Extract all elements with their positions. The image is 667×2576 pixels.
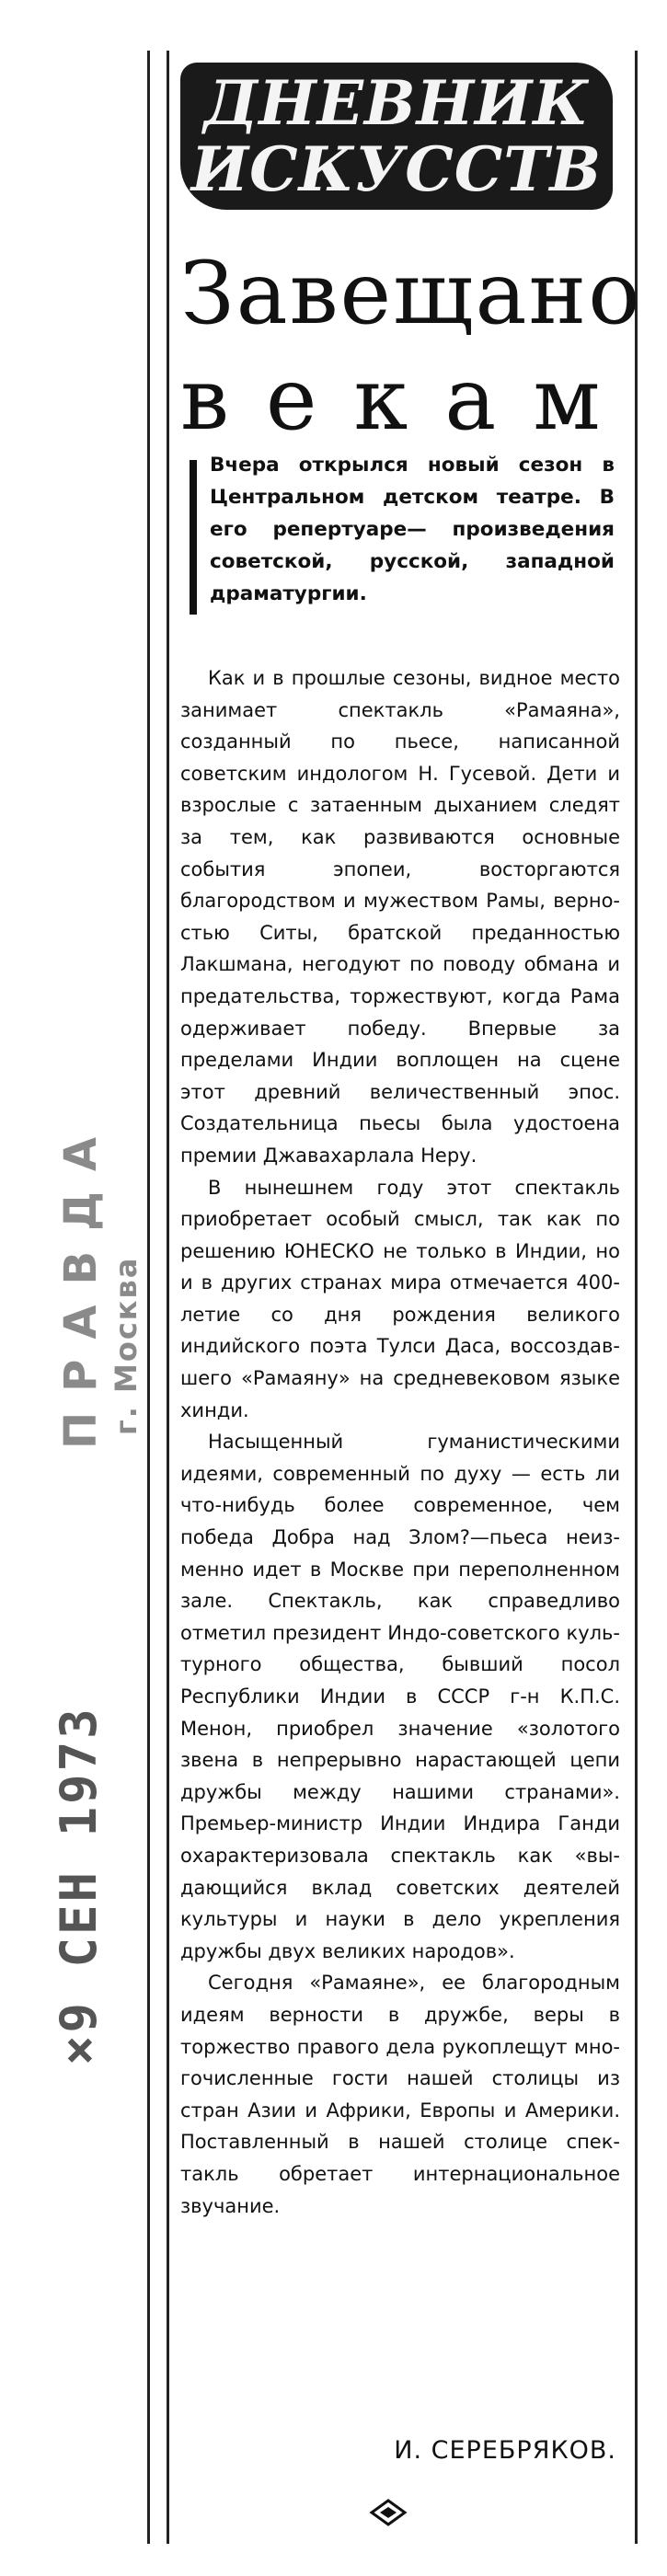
rubric-line-1: ДНЕВНИК — [203, 67, 590, 139]
section-rubric-banner — [180, 63, 613, 210]
headline-line-1: Завещано — [180, 244, 642, 344]
headline-line-2: векам — [180, 350, 638, 450]
newspaper-stamp: ПРАВДА — [55, 1117, 107, 1449]
rubric-line-2: ИСКУССТВ — [190, 133, 603, 205]
left-column-rule — [147, 51, 169, 2544]
body-paragraph: Сегодня «Рамаяне», ее благородным идеям верности в дружбе, веры в торжество правого дела рукоплещут многочисленные гости нашей столицы из стран Азии и Африки, Европы и Америки. Поставленный в нашей столице спектакль обретает интернациональное звучание. — [180, 1972, 620, 2217]
date-stamp: ×9 СЕН 1973 — [50, 1706, 108, 2065]
lead-accent-bar — [190, 460, 197, 615]
article-lead: Вчера открылся новый сезон в Центральном детском театре. В его репертуаре— произведения советской, русской, западной драматургии. — [210, 454, 615, 605]
article-headline — [180, 241, 642, 453]
body-paragraph: Насыщенный гуманистическими идеями, современный по духу — есть ли что-нибудь более современное, чем победа Добра над Злом?—пьеса неизменно идет в Москве при переполненном зале. Спектакль, как справедливо отметил президент Индо-советского культурного общества, бывший посол Республики Индии в СССР г-н К.П.С. Менон, приобрел значение «золотого звена в непрерывно нарастающей цепи дружбы между нашими странами». Премьер-министр Индии Индира Ганди охарактеризовала спектакль как «выдающийся вклад советских деятелей культуры и науки в дело укрепления дружбы двух великих народов». — [180, 1431, 620, 1962]
body-paragraph: Как и в прошлые сезоны, видное место занимает спектакль «Рамаяна», созданный по пьесе, написанной советским индологом Н. Гусевой. Дети и взрослые с затаенным дыханием следят за тем, как развиваются основные события эпопеи, восторгаются благородством и мужеством Рамы, верностью Ситы, братской преданностью Лакшмана, негодуют по поводу обмана и предательства, торжествуют, когда Рама одерживает победу. Впервые за пределами Индии воплощен на сцене этот древний величественный эпос. Создательница пьесы была удостоена премии Джавахарлала Неру. — [180, 667, 620, 1167]
body-paragraph: В нынешнем году этот спектакль приобретает особый смысл, так как по решению ЮНЕСКО не только в Индии, но и в других странах мира отмечается 400-летие со дня рождения великого индийского поэта Тулси Даса, воссоздавшего «Рамаяну» на средневековом языке хинди. — [180, 1176, 620, 1421]
author-signature: И. СЕРЕБРЯКОВ. — [394, 2436, 616, 2465]
end-ornament-icon — [368, 2499, 408, 2526]
city-stamp: г. Москва — [109, 1256, 144, 1435]
article-body — [180, 662, 620, 2222]
